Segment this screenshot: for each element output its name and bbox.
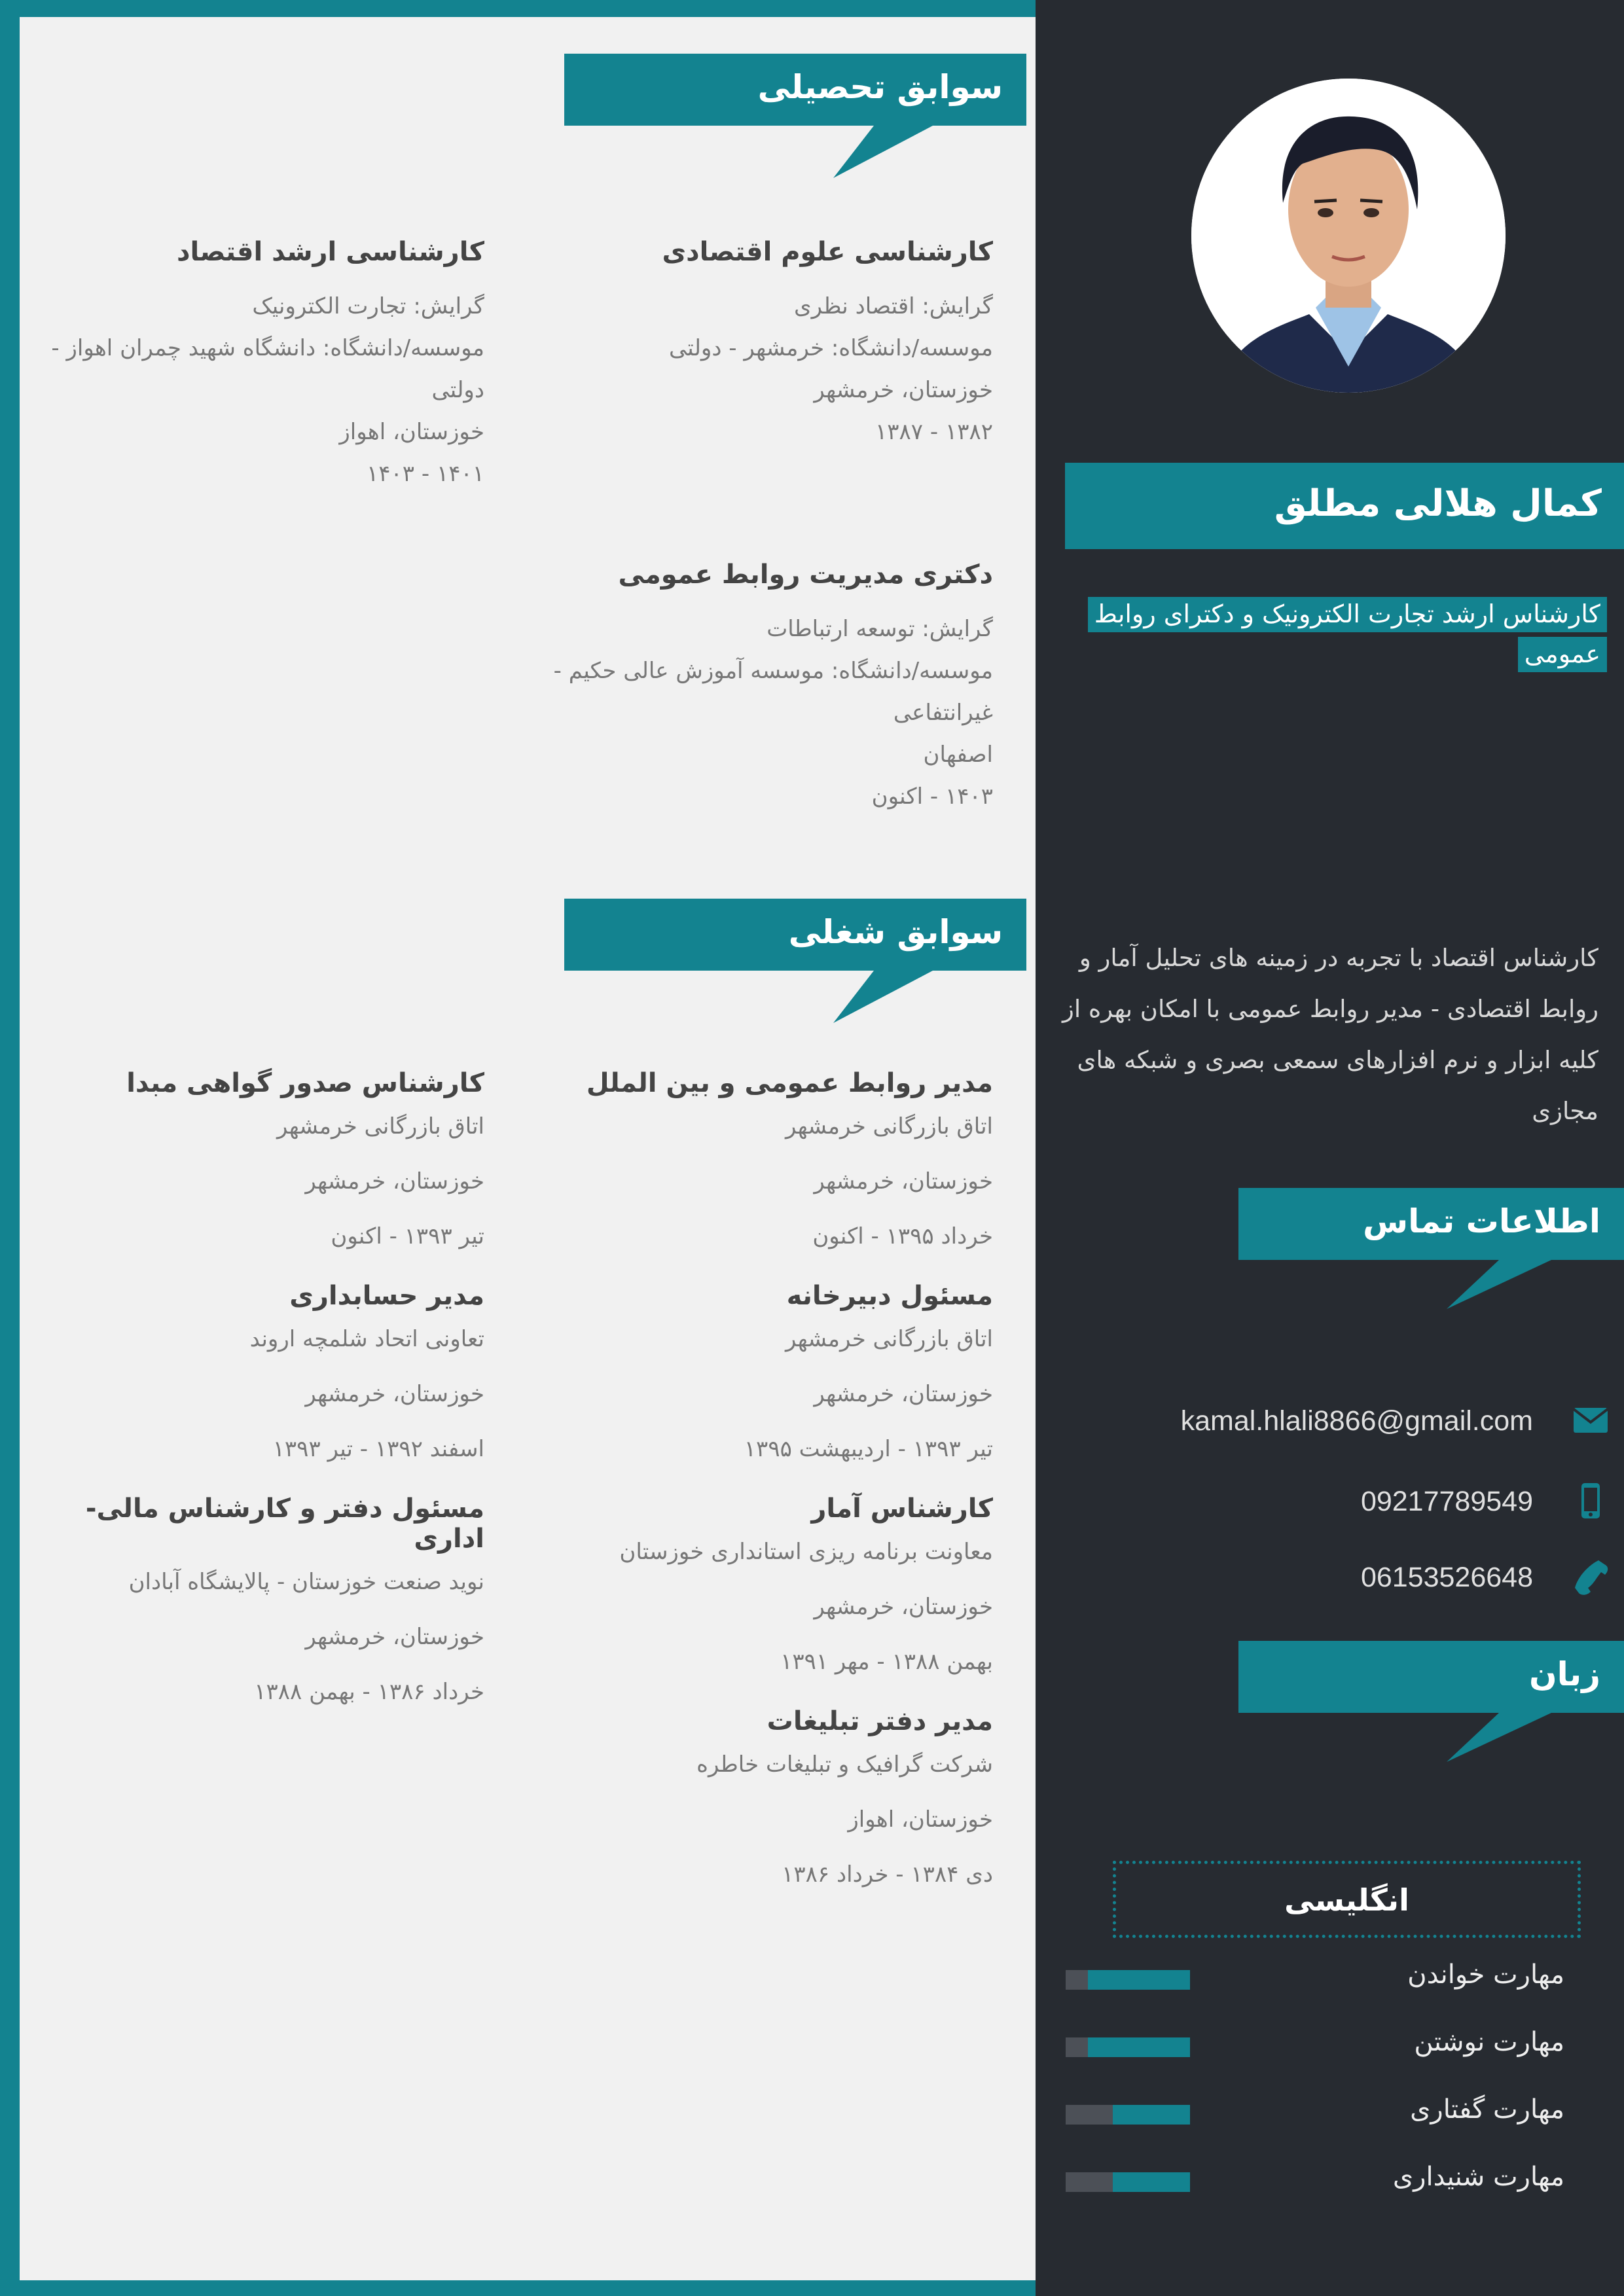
- location: خوزستان، اهواز: [848, 1806, 993, 1833]
- job-entry: [34, 1281, 484, 1465]
- education-heading-tail: [828, 122, 946, 181]
- phone-row: [1074, 1562, 1610, 1601]
- years: ۱۴۰۳ - اکنون: [871, 783, 993, 810]
- email-row: [1074, 1405, 1610, 1444]
- job-entry: [34, 1494, 484, 1708]
- location: خوزستان، خرمشهر: [814, 1168, 993, 1194]
- phone-value[interactable]: 06153526648: [1360, 1562, 1533, 1593]
- education-entry-master: [34, 237, 484, 495]
- job-title-text: کارشناس ارشد تجارت الکترونیک و دکترای روابط عمومی: [1088, 597, 1607, 672]
- job-title: [1074, 594, 1607, 674]
- skill-bar-fill: [1088, 1970, 1190, 1990]
- skill-bar-fill: [1088, 2037, 1190, 2057]
- job-title: مدیر دفتر تبلیغات: [767, 1706, 993, 1736]
- education-section-heading: سوابق تحصیلی: [564, 54, 1026, 126]
- organization: اتاق بازرگانی خرمشهر: [785, 1326, 993, 1352]
- job-title: مدیر روابط عمومی و بین الملل: [586, 1068, 993, 1098]
- skill-bar-fill: [1113, 2172, 1190, 2192]
- skill-label: مهارت شنیداری: [1392, 2162, 1564, 2192]
- dates: خرداد ۱۳۹۵ - اکنون: [812, 1223, 993, 1249]
- skill-speaking: [1066, 2094, 1564, 2134]
- work-section-heading: سوابق شغلی: [564, 899, 1026, 971]
- job-entry: [563, 1068, 993, 1253]
- job-entry: [563, 1494, 993, 1678]
- location: خوزستان، خرمشهر: [305, 1168, 484, 1194]
- job-entry: [563, 1706, 993, 1891]
- mobile-row: [1074, 1486, 1610, 1525]
- location: خوزستان، اهواز: [339, 419, 484, 445]
- job-title: کارشناس آمار: [811, 1494, 993, 1524]
- organization: معاونت برنامه ریزی استانداری خوزستان: [619, 1539, 993, 1565]
- job-title: مسئول دفتر و کارشناس مالی-اداری: [85, 1494, 484, 1554]
- dates: تیر ۱۳۹۳ - اکنون: [331, 1223, 484, 1249]
- job-entry: [34, 1068, 484, 1253]
- organization: نوید صنعت خوزستان - پالایشگاه آبادان: [128, 1569, 484, 1595]
- dates: بهمن ۱۳۸۸ - مهر ۱۳۹۱: [780, 1649, 993, 1675]
- mobile-value[interactable]: 09217789549: [1360, 1486, 1533, 1517]
- phone-icon: [1571, 1558, 1610, 1597]
- dates: اسفند ۱۳۹۲ - تیر ۱۳۹۳: [272, 1436, 484, 1462]
- skill-reading: [1066, 1960, 1564, 1999]
- institution: موسسه/دانشگاه: خرمشهر - دولتی: [668, 335, 993, 361]
- institution: موسسه/دانشگاه: دانشگاه شهید چمران اهواز - دولتی: [51, 335, 484, 403]
- person-name: کمال هلالی مطلق: [1065, 463, 1624, 549]
- education-entry-bachelor: [537, 237, 993, 453]
- work-heading-tail: [828, 967, 946, 1026]
- profile-summary: کارشناس اقتصاد با تجربه در زمینه های تحلیل آمار و روابط اقتصادی - مدیر روابط عمومی با امکان بهره از کلیه ابزار و نرم افزارهای سمعی بصری و شبکه های مجازی: [1062, 944, 1598, 1125]
- mobile-icon: [1571, 1482, 1610, 1521]
- dates: خرداد ۱۳۸۶ - بهمن ۱۳۸۸: [254, 1679, 484, 1705]
- location: خوزستان، خرمشهر: [814, 1381, 993, 1407]
- years: ۱۳۸۲ - ۱۳۸۷: [875, 419, 993, 445]
- location: اصفهان: [923, 742, 993, 768]
- organization: اتاق بازرگانی خرمشهر: [276, 1113, 484, 1139]
- organization: شرکت گرافیک و تبلیغات خاطره: [696, 1751, 993, 1778]
- field: گرایش: توسعه ارتباطات: [767, 616, 993, 642]
- language-section-heading: زبان: [1238, 1641, 1624, 1713]
- contact-heading-tail: [1440, 1257, 1558, 1312]
- frame-bottom-border: [0, 2280, 1036, 2296]
- skill-bar: [1066, 2172, 1190, 2192]
- envelope-icon: [1571, 1401, 1610, 1441]
- organization: تعاونی اتحاد شلمچه اروند: [249, 1326, 484, 1352]
- skill-label: مهارت خواندن: [1407, 1960, 1564, 1990]
- skill-bar: [1066, 1970, 1190, 1990]
- location: خوزستان، خرمشهر: [305, 1381, 484, 1407]
- skill-bar: [1066, 2105, 1190, 2125]
- location: خوزستان، خرمشهر: [305, 1624, 484, 1650]
- job-title: مدیر حسابداری: [289, 1281, 484, 1311]
- dates: تیر ۱۳۹۳ - اردیبهشت ۱۳۹۵: [744, 1436, 993, 1462]
- degree-title: دکتری مدیریت روابط عمومی: [618, 560, 993, 590]
- skill-label: مهارت گفتاری: [1410, 2094, 1564, 2125]
- skill-bar-fill: [1113, 2105, 1190, 2125]
- location: خوزستان، خرمشهر: [814, 1594, 993, 1620]
- location: خوزستان، خرمشهر: [814, 377, 993, 403]
- contact-section-heading: اطلاعات تماس: [1238, 1188, 1624, 1260]
- skill-bar: [1066, 2037, 1190, 2057]
- field: گرایش: اقتصاد نظری: [794, 293, 993, 319]
- organization: اتاق بازرگانی خرمشهر: [785, 1113, 993, 1139]
- frame-top-border: [0, 0, 1036, 17]
- degree-title: کارشناسی ارشد اقتصاد: [176, 237, 484, 267]
- institution: موسسه/دانشگاه: موسسه آموزش عالی حکیم - غیرانتفاعی: [553, 658, 993, 726]
- job-title: کارشناس صدور گواهی مبدا: [126, 1068, 484, 1098]
- job-entry: [563, 1281, 993, 1465]
- skill-listening: [1066, 2162, 1564, 2201]
- job-title: مسئول دبیرخانه: [786, 1281, 993, 1311]
- years: ۱۴۰۱ - ۱۴۰۳: [367, 461, 484, 487]
- language-heading-tail: [1440, 1710, 1558, 1765]
- email-value[interactable]: kamal.hlali8866@gmail.com: [1180, 1405, 1533, 1437]
- education-entry-doctorate: [537, 560, 993, 817]
- skill-label: مهارت نوشتن: [1414, 2027, 1564, 2057]
- language-name: انگلیسی: [1113, 1861, 1581, 1938]
- field: گرایش: تجارت الکترونیک: [252, 293, 484, 319]
- degree-title: کارشناسی علوم اقتصادی: [662, 237, 993, 267]
- dates: دی ۱۳۸۴ - خرداد ۱۳۸۶: [782, 1861, 993, 1888]
- frame-left-border: [0, 0, 20, 2296]
- skill-writing: [1066, 2027, 1564, 2066]
- profile-photo: [1191, 79, 1506, 393]
